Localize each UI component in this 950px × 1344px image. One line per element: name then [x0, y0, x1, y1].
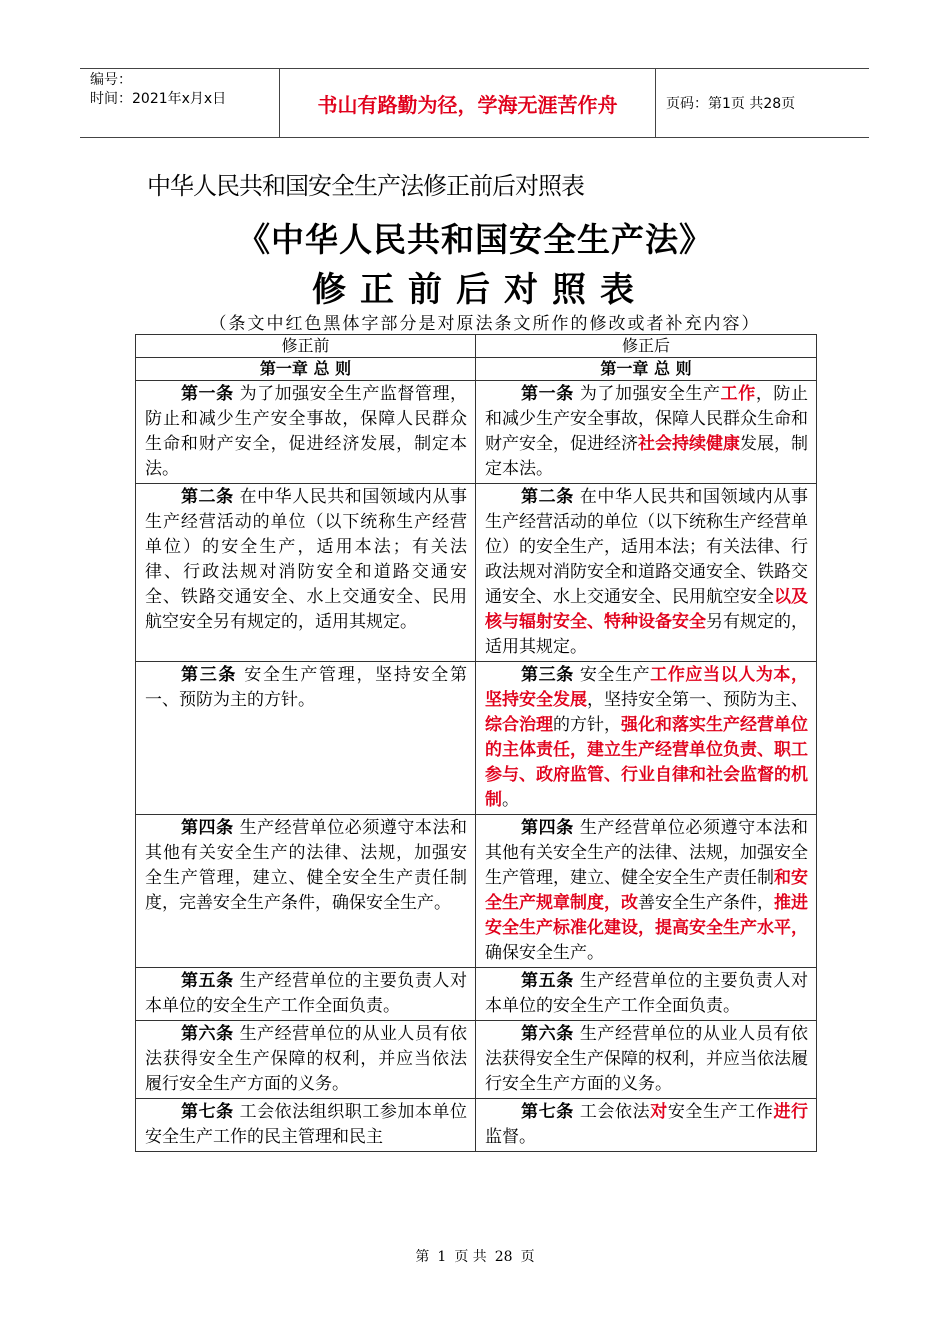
article-text: 善安全生产条件，	[638, 893, 774, 913]
footer-page-end: 页	[520, 1249, 535, 1265]
article-text: 生产经营单位的从业人员有依法获得安全生产保障的权利，并应当依法履行安全生产方面的义务。	[485, 1024, 809, 1094]
article-text: 在中华人民共和国领域内从事生产经营活动的单位（以下统称生产经营单位）的安全生产，适用本法；有关法律、行政法规对消防安全和道路交通安全、铁路交通安全、水上交通安全、民用航空安全另有规定的，适用其规定。	[145, 487, 468, 632]
chapter-title-before: 第一章 总 则	[136, 358, 476, 381]
footer-page-number: 1	[437, 1249, 447, 1265]
article-number: 第一条	[521, 384, 574, 404]
article-after	[476, 381, 817, 484]
article-number: 第二条	[181, 487, 234, 507]
amended-text: 强化和落实生产经营单位的主体责任，建立生产经营单位负责、职工参与、政府监管、行业自律和社会监督的机制	[485, 715, 808, 810]
article-text: 工会依法组织职工参加本单位安全生产工作的民主管理和民主	[145, 1102, 468, 1147]
footer-page-mid: 页 共	[454, 1249, 487, 1265]
page-footer	[0, 1246, 950, 1266]
amended-text: 以及核与辐射安全、特种设备安全	[485, 587, 808, 632]
article-text: 在中华人民共和国领域内从事生产经营活动的单位（以下统称生产经营单位）的安全生产，适用本法；有关法律、行政法规对消防安全和道路交通安全、铁路交通安全、水上交通安全、民用航空安全	[485, 487, 809, 607]
amended-text: 工作应当以人为本，坚持安全发展	[485, 665, 809, 710]
header-slogan: 书山有路勤为径，学海无涯苦作舟	[280, 69, 656, 137]
article-text: 生产经营单位必须遵守本法和其他有关安全生产的法律、法规，加强安全生产管理，建立、健全安全生产责任制度，完善安全生产条件，确保安全生产。	[145, 818, 468, 913]
amended-text: 进行	[773, 1102, 809, 1122]
article-number: 第三条	[521, 665, 574, 685]
amended-text: 推进安全生产标准化建设，提高安全生产水平，	[485, 893, 808, 938]
article-number: 第四条	[521, 818, 574, 838]
article-after	[476, 662, 817, 815]
table-row	[136, 484, 817, 662]
column-header-after: 修正后	[476, 335, 817, 358]
chapter-row	[136, 358, 817, 381]
main-title: 《中华人民共和国安全生产法》	[237, 220, 713, 259]
article-number: 第六条	[521, 1024, 574, 1044]
amended-text: 综合治理	[485, 715, 553, 735]
article-before	[136, 1099, 476, 1152]
sub-title: 修正前后对照表	[312, 270, 648, 310]
document-title: 中华人民共和国安全生产法修正前后对照表	[147, 172, 584, 200]
article-number: 第四条	[181, 818, 234, 838]
article-number: 第五条	[521, 971, 574, 991]
article-before	[136, 381, 476, 484]
article-text: 为了加强安全生产监督管理，防止和减少生产安全事故，保障人民群众生命和财产安全，促进经济发展，制定本法。	[145, 384, 468, 479]
table-row	[136, 815, 817, 968]
article-text: 确保安全生产。	[485, 943, 604, 963]
article-text: 为了加强安全生产	[573, 384, 721, 404]
article-number: 第六条	[181, 1024, 234, 1044]
article-text: 生产经营单位的从业人员有依法获得安全生产保障的权利，并应当依法履行安全生产方面的义务。	[145, 1024, 468, 1094]
article-after	[476, 1021, 817, 1099]
time-label: 时间：2021年x月x日	[90, 91, 227, 107]
article-before	[136, 968, 476, 1021]
article-number: 第七条	[521, 1102, 574, 1122]
amended-text: 和安全生产规章制度，改	[485, 868, 808, 913]
article-text: 安全生产	[573, 665, 651, 685]
chapter-title-after: 第一章 总 则	[476, 358, 817, 381]
article-text: ，坚持安全第一、预防为主、	[587, 690, 808, 710]
amended-text: 社会持续健康	[638, 434, 740, 454]
article-text: 监督。	[485, 1127, 536, 1147]
article-number: 第三条	[181, 665, 238, 685]
column-header-before: 修正前	[136, 335, 476, 358]
revision-note: （条文中红色黑体字部分是对原法条文所作的修改或者补充内容）	[209, 314, 761, 334]
article-number: 第七条	[181, 1102, 234, 1122]
article-before	[136, 1021, 476, 1099]
table-row	[136, 662, 817, 815]
article-text: 发展，制定本法。	[485, 434, 808, 479]
article-text: 工会依法	[573, 1102, 651, 1122]
article-number: 第二条	[521, 487, 574, 507]
article-number: 第一条	[181, 384, 234, 404]
article-text: 另有规定的，适用其规定。	[485, 612, 808, 657]
table-row	[136, 1099, 817, 1152]
article-text: 生产经营单位的主要负责人对本单位的安全生产工作全面负责。	[145, 971, 468, 1016]
article-text: 安全生产工作	[667, 1102, 774, 1122]
header-page-info: 页码：第1页 共28页	[666, 96, 796, 112]
table-header-row	[136, 335, 817, 358]
amended-text: 工作	[720, 384, 756, 404]
comparison-table	[135, 334, 817, 1152]
table-row	[136, 381, 817, 484]
article-before	[136, 662, 476, 815]
article-text: 的方针，	[553, 715, 621, 735]
footer-page-total: 28	[494, 1249, 513, 1265]
article-after	[476, 968, 817, 1021]
article-after	[476, 484, 817, 662]
article-after	[476, 815, 817, 968]
article-before	[136, 484, 476, 662]
article-text: ，防止和减少生产安全事故，保障人民群众生命和财产安全，促进经济	[485, 384, 809, 454]
article-before	[136, 815, 476, 968]
article-text: 安全生产管理，坚持安全第一、预防为主的方针。	[145, 665, 468, 710]
article-text: 。	[502, 790, 519, 810]
table-row	[136, 968, 817, 1021]
number-label: 编号：	[90, 72, 132, 88]
article-after	[476, 1099, 817, 1152]
header-meta	[80, 69, 280, 137]
article-number: 第五条	[181, 971, 234, 991]
table-row	[136, 1021, 817, 1099]
amended-text: 对	[650, 1102, 668, 1122]
page-header	[80, 68, 869, 138]
article-text: 生产经营单位的主要负责人对本单位的安全生产工作全面负责。	[485, 971, 809, 1016]
footer-page-label: 第	[415, 1249, 430, 1265]
article-text: 生产经营单位必须遵守本法和其他有关安全生产的法律、法规，加强安全生产管理，建立、健全安全生产责任制	[485, 818, 809, 888]
